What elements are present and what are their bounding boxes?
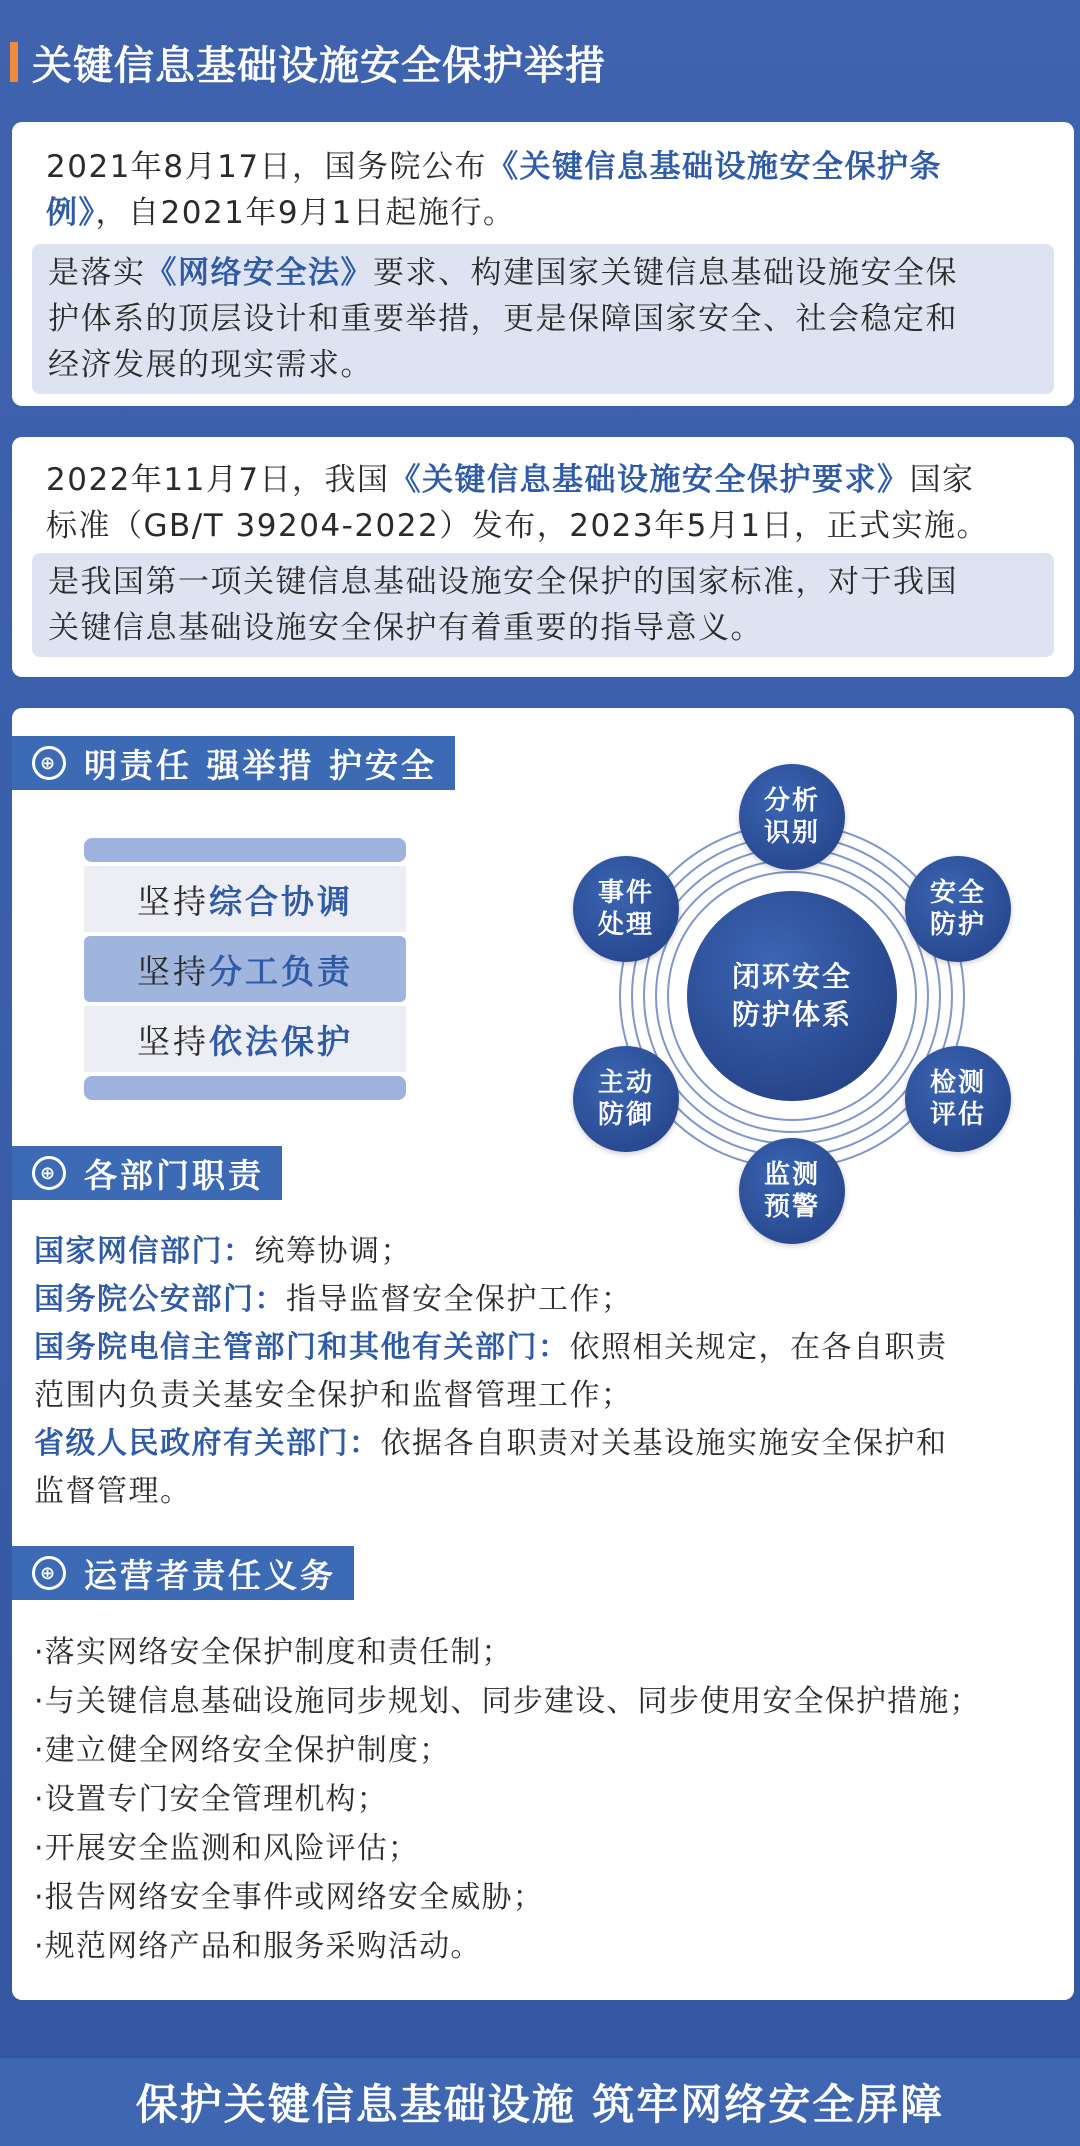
principle-strong: 综合协调 bbox=[209, 881, 353, 921]
node-detect bbox=[905, 1046, 1011, 1152]
department-name: 国务院电信主管部门和其他有关部门： bbox=[34, 1330, 570, 1365]
node-line: 监测 bbox=[763, 1160, 820, 1190]
standard-line-1 bbox=[46, 457, 1044, 503]
principle-row bbox=[84, 1006, 406, 1072]
department-duty: 依照相关规定，在各自职责 bbox=[569, 1330, 948, 1365]
node-line: 处理 bbox=[597, 910, 654, 940]
note-text: 要求、构建国家关键信息基础设施安全保 bbox=[373, 255, 958, 291]
standard-note bbox=[32, 553, 1054, 657]
principle-row bbox=[84, 866, 406, 932]
department-list bbox=[34, 1228, 1052, 1516]
node-line: 检测 bbox=[929, 1068, 986, 1098]
standard-title-highlight: 《关键信息基础设施安全保护要求》 bbox=[389, 462, 910, 498]
node-line: 评估 bbox=[929, 1100, 986, 1130]
note-text: 是我国第一项关键信息基础设施安全保护的国家标准，对于我国 bbox=[48, 564, 958, 600]
duty-item: ·建立健全网络安全保护制度； bbox=[34, 1733, 451, 1768]
operator-duty-list bbox=[34, 1628, 981, 1971]
duty-item: ·设置专门安全管理机构； bbox=[34, 1782, 388, 1817]
department-item bbox=[34, 1324, 1052, 1372]
node-defend bbox=[573, 1046, 679, 1152]
center-line: 防护体系 bbox=[731, 998, 852, 1031]
node-line: 事件 bbox=[597, 878, 654, 908]
title-accent-bar bbox=[10, 42, 18, 82]
node-line: 预警 bbox=[763, 1192, 820, 1222]
node-handle bbox=[573, 856, 679, 962]
node-line: 主动 bbox=[597, 1068, 654, 1098]
department-item bbox=[34, 1420, 1052, 1468]
duty-item: ·开展安全监测和风险评估； bbox=[34, 1831, 420, 1866]
shield-globe-icon: ⊕ bbox=[32, 1556, 66, 1590]
regulation-card bbox=[12, 122, 1074, 406]
node-line: 识别 bbox=[763, 818, 820, 848]
page-header bbox=[10, 34, 606, 90]
department-duty: 指导监督安全保护工作； bbox=[286, 1282, 633, 1317]
principle-strong: 分工负责 bbox=[209, 951, 353, 991]
section-label: 运营者责任义务 bbox=[84, 1555, 336, 1595]
department-item bbox=[34, 1276, 1052, 1324]
node-protect bbox=[905, 856, 1011, 962]
department-duty-cont: 范围内负责关基安全保护和监督管理工作； bbox=[34, 1378, 633, 1413]
regulation-title-highlight: 《关键信息基础设施安全保护条 bbox=[487, 149, 943, 185]
note-text: 护体系的顶层设计和重要举措，更是保障国家安全、社会稳定和 bbox=[48, 301, 958, 337]
principle-pre: 坚持 bbox=[137, 881, 209, 921]
center-node bbox=[687, 891, 897, 1101]
regulation-title-end: 例》 bbox=[46, 195, 96, 231]
section-label: 明责任 强举措 护安全 bbox=[84, 745, 437, 785]
department-name: 省级人民政府有关部门： bbox=[34, 1426, 381, 1461]
measures-card bbox=[12, 708, 1074, 2000]
regulation-note bbox=[32, 244, 1054, 394]
principle-pre: 坚持 bbox=[137, 951, 209, 991]
department-name: 国务院公安部门： bbox=[34, 1282, 286, 1317]
note-text: 关键信息基础设施安全保护有着重要的指导意义。 bbox=[48, 610, 763, 646]
department-duty-cont: 监督管理。 bbox=[34, 1474, 192, 1509]
standard-text: 国家 bbox=[909, 462, 975, 498]
standard-line-2: 标准（GB/T 39204-2022）发布，2023年5月1日，正式实施。 bbox=[46, 508, 990, 544]
regulation-line-1 bbox=[46, 144, 1044, 190]
center-line: 闭环安全 bbox=[731, 960, 852, 993]
standard-date-text: 2022年11月7日，我国 bbox=[46, 462, 390, 498]
department-name: 国家网信部门： bbox=[34, 1234, 255, 1269]
duty-item: ·规范网络产品和服务采购活动。 bbox=[34, 1929, 482, 1964]
node-line: 安全 bbox=[929, 878, 986, 908]
box-cap-bottom bbox=[84, 1076, 406, 1100]
regulation-effective-text: ，自2021年9月1日起施行。 bbox=[95, 195, 516, 231]
shield-globe-icon: ⊕ bbox=[32, 1156, 66, 1190]
box-cap-top bbox=[84, 838, 406, 862]
duty-item: ·落实网络安全保护制度和责任制； bbox=[34, 1635, 513, 1670]
node-analyze bbox=[739, 764, 845, 870]
node-line: 防御 bbox=[597, 1100, 654, 1130]
footer-slogan: 保护关键信息基础设施 筑牢网络安全屏障 bbox=[0, 2058, 1080, 2146]
department-duty: 统筹协调； bbox=[254, 1234, 412, 1269]
principle-strong: 依法保护 bbox=[209, 1021, 353, 1061]
section-tag-operators bbox=[12, 1546, 354, 1600]
regulation-line-2 bbox=[46, 190, 1044, 236]
regulation-date-text: 2021年8月17日，国务院公布 bbox=[46, 149, 488, 185]
duty-item: ·与关键信息基础设施同步规划、同步建设、同步使用安全保护措施； bbox=[34, 1684, 981, 1719]
note-text: 经济发展的现实需求。 bbox=[48, 347, 373, 383]
law-highlight: 《网络安全法》 bbox=[145, 255, 373, 291]
node-line: 分析 bbox=[763, 786, 820, 816]
section-tag-responsibility bbox=[12, 736, 455, 790]
department-duty: 依据各自职责对关基设施实施安全保护和 bbox=[380, 1426, 948, 1461]
shield-globe-icon: ⊕ bbox=[32, 746, 66, 780]
closed-loop-diagram bbox=[552, 748, 1032, 1248]
standard-card bbox=[12, 437, 1074, 677]
page-title: 关键信息基础设施安全保护举措 bbox=[32, 42, 606, 89]
section-tag-departments bbox=[12, 1146, 282, 1200]
principles-box bbox=[84, 838, 406, 1100]
note-text: 是落实 bbox=[48, 255, 146, 291]
department-item bbox=[34, 1228, 1052, 1276]
principle-row bbox=[84, 936, 406, 1002]
duty-item: ·报告网络安全事件或网络安全威胁； bbox=[34, 1880, 544, 1915]
principle-pre: 坚持 bbox=[137, 1021, 209, 1061]
node-line: 防护 bbox=[929, 910, 986, 940]
section-label: 各部门职责 bbox=[84, 1155, 264, 1195]
